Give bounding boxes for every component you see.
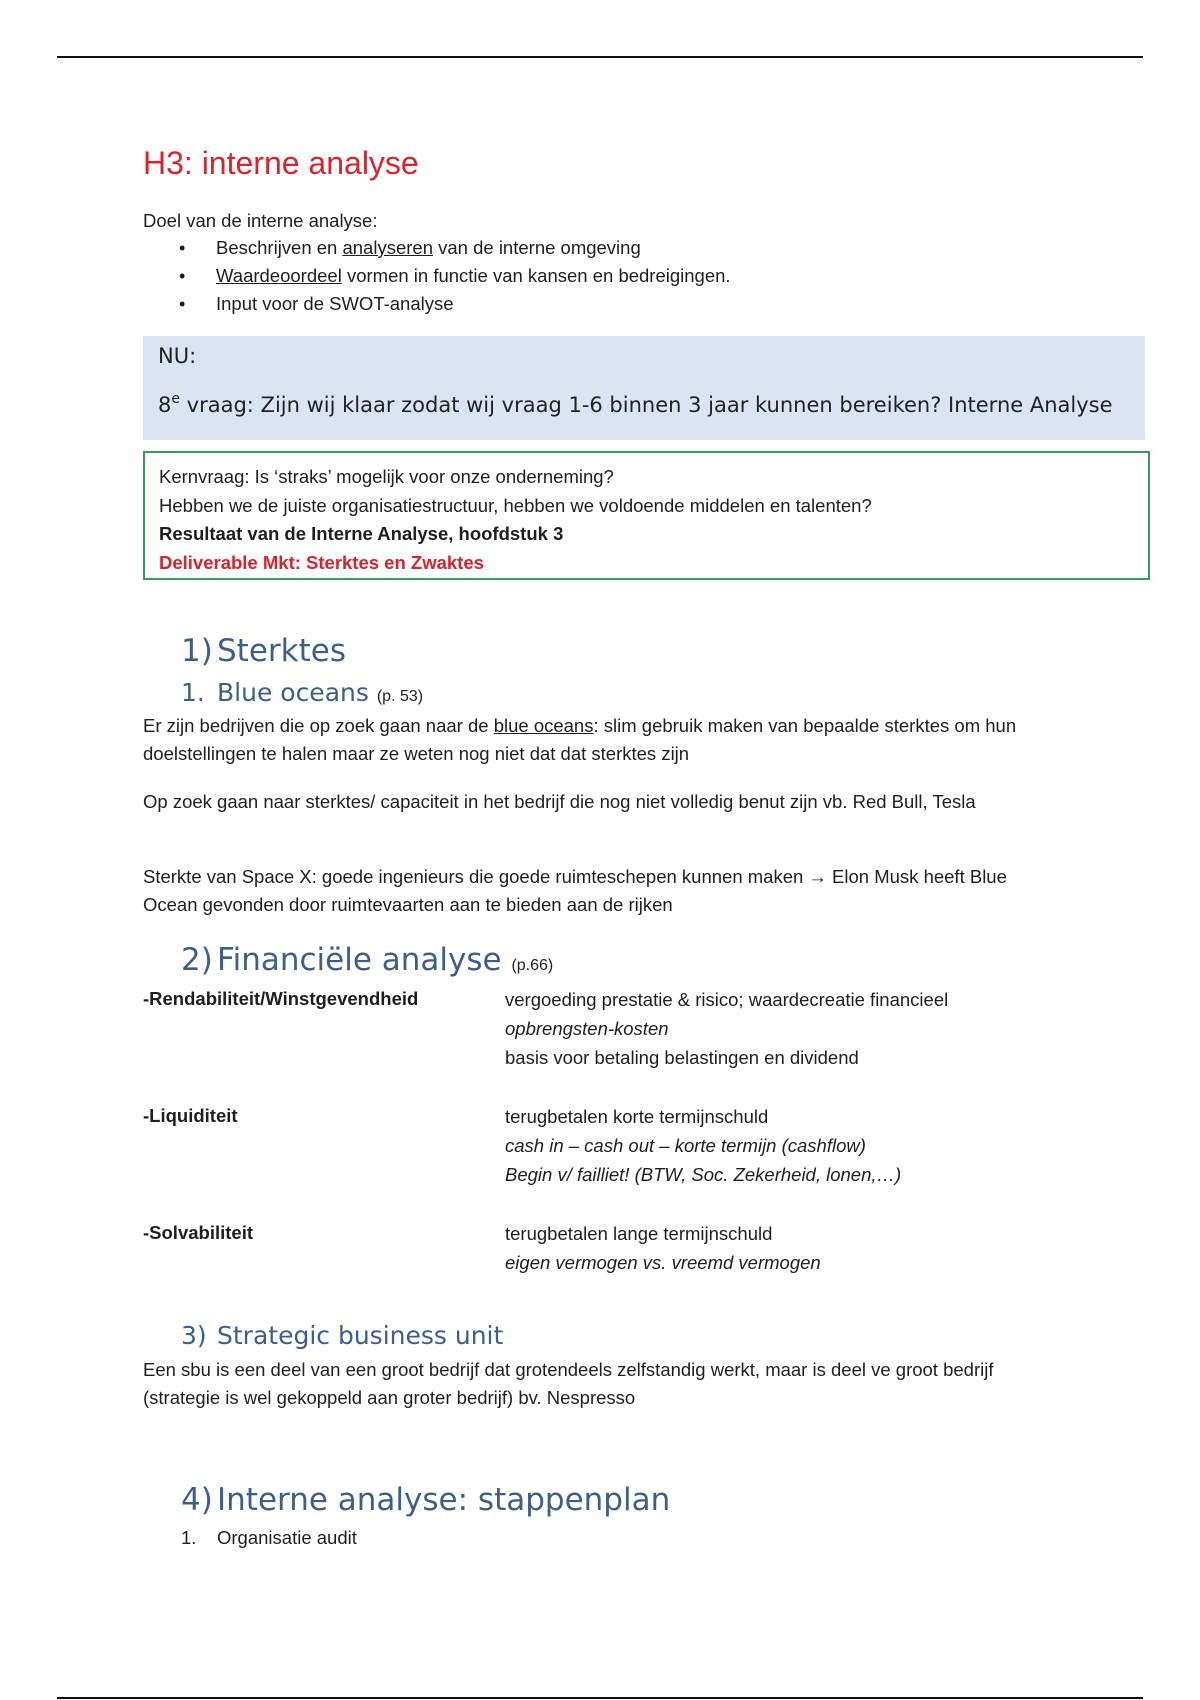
fin-label: -Rendabiliteit/Winstgevendheid — [143, 988, 419, 1009]
list-item: • Waardeoordeel vormen in functie van kansen en bedreigingen. — [143, 262, 731, 290]
table-row — [143, 1102, 1143, 1192]
kernvraag-line: Hebben we de juiste organisatiestructuur, hebben we voldoende middelen en talenten? — [159, 494, 872, 516]
section-heading-financiele-analyse: 2) Financiële analyse (p.66) — [181, 942, 554, 978]
footer-rule — [57, 1697, 1143, 1699]
kernvraag-box — [143, 451, 1150, 580]
arrow-icon: → — [808, 866, 827, 887]
list-item: 1. Organisatie audit — [181, 1527, 357, 1548]
sterktes-paragraph: Op zoek gaan naar sterktes/ capaciteit in het bedrijf die nog niet volledig benut zijn vb. Red Bull, Tesla — [143, 791, 976, 812]
table-row — [143, 1219, 1143, 1279]
fin-values: terugbetalen lange termijnschuld eigen vermogen vs. vreemd vermogen — [505, 1223, 821, 1273]
nu-question: 8e vraag: Zijn wij klaar zodat wij vraag 1-6 binnen 3 jaar kunnen bereiken? Interne Analyse — [158, 391, 1113, 417]
nu-label: NU: — [158, 344, 197, 368]
spacex-paragraph: Sterkte van Space X: goede ingenieurs die goede ruimteschepen kunnen maken → Elon Musk heeft Blue Ocean gevonden door ruimtevaarten aan te bieden aan de rijken — [143, 866, 1007, 915]
nu-callout — [143, 336, 1145, 440]
fin-label: -Solvabiliteit — [143, 1222, 253, 1243]
blue-oceans-paragraph: Er zijn bedrijven die op zoek gaan naar de blue oceans: slim gebruik maken van bepaalde sterktes om hun doelstellingen te halen maar ze weten nog niet dat dat sterktes zijn — [143, 715, 1017, 764]
section-heading-sterktes: 1) Sterktes — [181, 633, 346, 669]
doel-list — [143, 234, 731, 318]
list-item: • Input voor de SWOT-analyse — [143, 290, 731, 318]
sbu-paragraph: Een sbu is een deel van een groot bedrijf dat grotendeels zelfstandig werkt, maar is deel ve groot bedrijf (strategie is wel gekoppeld aan groter bedrijf) bv. Nespresso — [143, 1359, 994, 1408]
header-rule — [57, 56, 1143, 58]
result-line: Resultaat van de Interne Analyse, hoofdstuk 3 — [159, 523, 564, 544]
fin-label: -Liquiditeit — [143, 1105, 238, 1126]
fin-values: terugbetalen korte termijnschuld cash in – cash out – korte termijn (cashflow) Begin v/ failliet! (BTW, Soc. Zekerheid, lonen,…) — [505, 1106, 902, 1185]
list-item: • Beschrijven en analyseren van de interne omgeving — [143, 234, 731, 262]
deliverable-line: Deliverable Mkt: Sterktes en Zwaktes — [159, 551, 484, 573]
section-heading-stappenplan: 4) Interne analyse: stappenplan — [181, 1482, 671, 1518]
fin-values: vergoeding prestatie & risico; waardecreatie financieel opbrengsten-kosten basis voor betaling belastingen en dividend — [505, 989, 949, 1068]
page-title: H3: interne analyse — [143, 145, 419, 181]
doel-intro: Doel van de interne analyse: — [143, 210, 378, 231]
section-heading-sbu: 3) Strategic business unit — [181, 1321, 504, 1350]
table-row — [143, 985, 1143, 1075]
subheading-blue-oceans: 1. Blue oceans (p. 53) — [181, 678, 424, 707]
kernvraag-line: Kernvraag: Is ‘straks’ mogelijk voor onze onderneming? — [159, 466, 614, 487]
